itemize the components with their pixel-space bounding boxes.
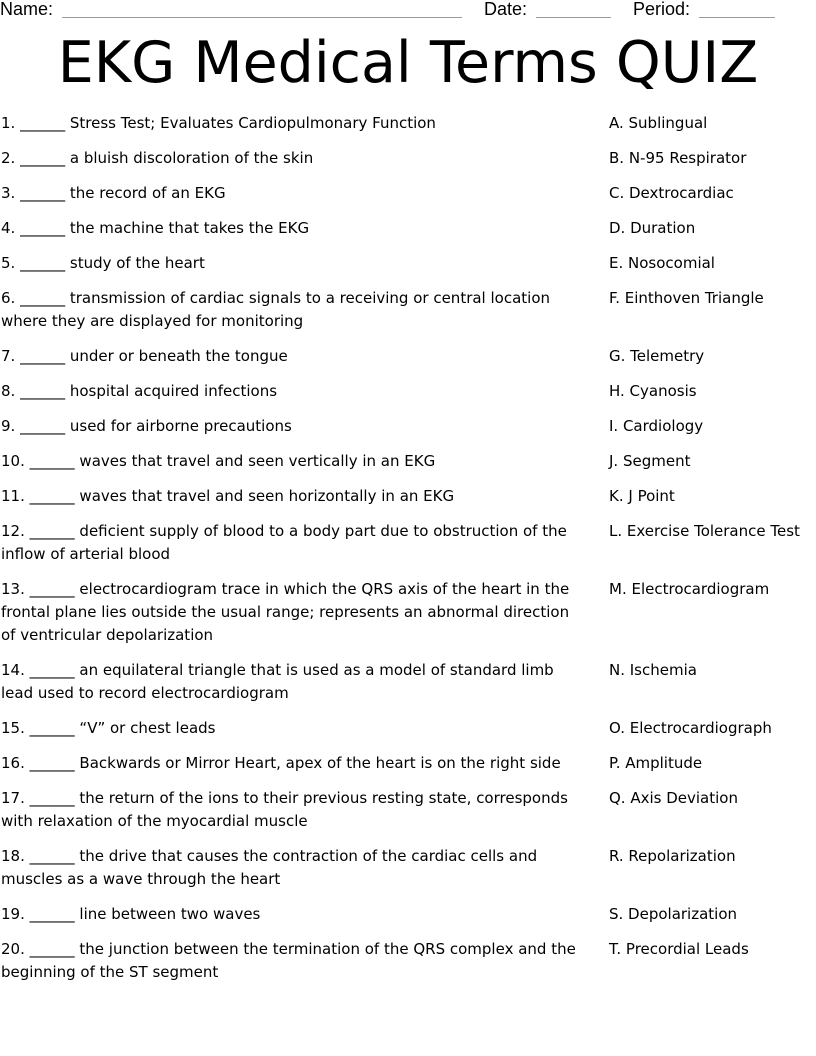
name-label: Name: (0, 0, 54, 19)
answer-blank[interactable]: ______ (29, 452, 75, 470)
date-blank-line (536, 17, 611, 18)
quiz-row (0, 147, 816, 182)
answer-option: B. N-95 Respirator (609, 149, 747, 167)
answer-blank[interactable]: ______ (20, 219, 66, 237)
question (0, 252, 582, 275)
quiz-row (0, 485, 816, 520)
question (0, 287, 582, 333)
quiz-row (0, 717, 816, 752)
answer-option: E. Nosocomial (609, 254, 715, 272)
answer-option: D. Duration (609, 219, 696, 237)
answer-option: M. Electrocardiogram (609, 580, 770, 598)
question-number: 5. (1, 254, 16, 272)
question (0, 717, 582, 740)
answer-blank[interactable]: ______ (20, 184, 66, 202)
answer-option: Q. Axis Deviation (609, 789, 738, 807)
answer-option: F. Einthoven Triangle (609, 289, 764, 307)
question (0, 787, 582, 833)
question-number: 15. (1, 719, 25, 737)
answer-option: R. Repolarization (609, 847, 736, 865)
question (0, 112, 582, 135)
answer-option: K. J Point (609, 487, 675, 505)
question (0, 415, 582, 438)
question-text: the drive that causes the contraction of the cardiac cells and muscles as a wave through the heart (1, 847, 538, 888)
quiz-list (0, 112, 816, 996)
question-number: 3. (1, 184, 16, 202)
quiz-row (0, 450, 816, 485)
answer-blank[interactable]: ______ (29, 754, 75, 772)
question-number: 6. (1, 289, 16, 307)
answer-blank[interactable]: ______ (29, 719, 75, 737)
question-number: 7. (1, 347, 16, 365)
question-text: the machine that takes the EKG (69, 219, 310, 237)
question (0, 147, 582, 170)
page-title: EKG Medical Terms QUIZ (57, 30, 759, 96)
answer-option: T. Precordial Leads (609, 940, 749, 958)
question-number: 11. (1, 487, 25, 505)
answer-blank[interactable]: ______ (20, 149, 66, 167)
answer-blank[interactable]: ______ (29, 789, 75, 807)
question-text: electrocardiogram trace in which the QRS axis of the heart in the frontal plane lies outside the usual range; represents an abnormal direction of ventricular depolarization (1, 580, 570, 644)
question (0, 938, 582, 984)
period-label: Period: (633, 0, 691, 19)
answer-blank[interactable]: ______ (29, 940, 75, 958)
answer-blank[interactable]: ______ (29, 847, 75, 865)
question (0, 845, 582, 891)
answer-option: S. Depolarization (609, 905, 738, 923)
question-text: Backwards or Mirror Heart, apex of the heart is on the right side (79, 754, 561, 772)
quiz-row (0, 112, 816, 147)
quiz-row (0, 380, 816, 415)
answer-blank[interactable]: ______ (20, 254, 66, 272)
question-text: Stress Test; Evaluates Cardiopulmonary Function (69, 114, 436, 132)
question (0, 485, 582, 508)
question-text: an equilateral triangle that is used as a model of standard limb lead used to record electrocardiogram (1, 661, 554, 702)
question-text: waves that travel and seen horizontally in an EKG (79, 487, 455, 505)
question-text: study of the heart (69, 254, 205, 272)
answer-blank[interactable]: ______ (20, 417, 66, 435)
quiz-row (0, 252, 816, 287)
question-number: 16. (1, 754, 25, 772)
question (0, 903, 582, 926)
quiz-row (0, 752, 816, 787)
question-number: 17. (1, 789, 25, 807)
quiz-row (0, 903, 816, 938)
quiz-row (0, 217, 816, 252)
question-number: 10. (1, 452, 25, 470)
question (0, 217, 582, 240)
name-blank-line (62, 17, 462, 18)
answer-option: C. Dextrocardiac (609, 184, 734, 202)
answer-option: L. Exercise Tolerance Test (609, 522, 800, 540)
quiz-row (0, 938, 816, 996)
question-number: 4. (1, 219, 16, 237)
question-number: 14. (1, 661, 25, 679)
quiz-row (0, 520, 816, 578)
question-text: line between two waves (79, 905, 261, 923)
quiz-row (0, 345, 816, 380)
question-number: 9. (1, 417, 16, 435)
answer-option: I. Cardiology (609, 417, 704, 435)
header-fields (0, 0, 816, 22)
question-number: 13. (1, 580, 25, 598)
answer-blank[interactable]: ______ (20, 347, 66, 365)
answer-option: G. Telemetry (609, 347, 705, 365)
answer-option: P. Amplitude (609, 754, 703, 772)
question-text: the record of an EKG (69, 184, 226, 202)
answer-option: N. Ischemia (609, 661, 697, 679)
question-text: under or beneath the tongue (69, 347, 288, 365)
question-text: “V” or chest leads (79, 719, 216, 737)
question (0, 752, 582, 775)
question (0, 578, 582, 647)
answer-blank[interactable]: ______ (29, 487, 75, 505)
answer-blank[interactable]: ______ (29, 905, 75, 923)
quiz-row (0, 845, 816, 903)
answer-blank[interactable]: ______ (29, 661, 75, 679)
quiz-row (0, 578, 816, 659)
question (0, 520, 582, 566)
answer-blank[interactable]: ______ (20, 114, 66, 132)
question-number: 12. (1, 522, 25, 540)
question-text: hospital acquired infections (69, 382, 278, 400)
question (0, 659, 582, 705)
question-number: 1. (1, 114, 16, 132)
question-text: waves that travel and seen vertically in an EKG (79, 452, 436, 470)
question-number: 19. (1, 905, 25, 923)
question-text: a bluish discoloration of the skin (69, 149, 314, 167)
question (0, 182, 582, 205)
question-text: the junction between the termination of the QRS complex and the beginning of the ST segment (1, 940, 576, 981)
quiz-row (0, 787, 816, 845)
question-number: 18. (1, 847, 25, 865)
question (0, 345, 582, 368)
question-text: the return of the ions to their previous resting state, corresponds with relaxation of the myocardial muscle (1, 789, 568, 830)
quiz-row (0, 415, 816, 450)
question-text: used for airborne precautions (69, 417, 292, 435)
period-blank-line (699, 17, 775, 18)
quiz-row (0, 659, 816, 717)
answer-option: A. Sublingual (609, 114, 708, 132)
quiz-row (0, 182, 816, 217)
answer-blank[interactable]: ______ (20, 289, 66, 307)
question-number: 2. (1, 149, 16, 167)
question (0, 450, 582, 473)
question-text: deficient supply of blood to a body part due to obstruction of the inflow of arterial blood (1, 522, 567, 563)
answer-blank[interactable]: ______ (29, 580, 75, 598)
answer-option: J. Segment (609, 452, 691, 470)
question-number: 8. (1, 382, 16, 400)
question-text: transmission of cardiac signals to a receiving or central location where they are displayed for monitoring (1, 289, 551, 330)
question (0, 380, 582, 403)
question-number: 20. (1, 940, 25, 958)
date-label: Date: (484, 0, 528, 19)
answer-option: H. Cyanosis (609, 382, 697, 400)
quiz-row (0, 287, 816, 345)
answer-blank[interactable]: ______ (20, 382, 66, 400)
answer-option: O. Electrocardiograph (609, 719, 772, 737)
answer-blank[interactable]: ______ (29, 522, 75, 540)
